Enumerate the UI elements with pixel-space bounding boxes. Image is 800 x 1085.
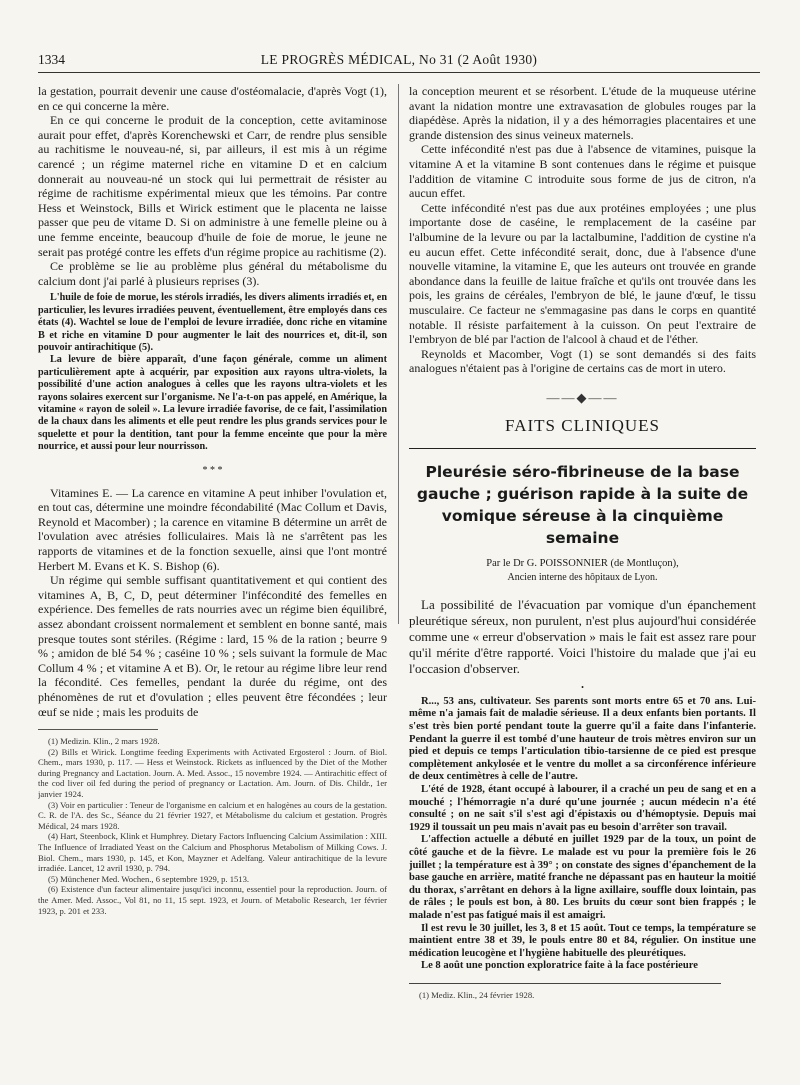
article-title: Pleurésie séro-fibrineuse de la base gauche ; guérison rapide à la suite de vomique séreuse à la cinquième semaine [416,462,749,547]
page-header [38,50,760,73]
article-lead: La possibilité de l'évacuation par vomique d'un épanchement pleurétique séreux, non purulent, n'est plus aujourd'hui considérée comme une « erreur d'observation » mais le fait est assez rare pour qu'il mérite d'être rapporté. Voici l'histoire du malade que j'ai eu l'occasion d'observer. [409,596,756,676]
footnote: (1) Medizin. Klin., 2 mars 1928. [48,736,160,747]
article-byline: Par le Dr G. POISSONNIER (de Montluçon), [486,557,679,569]
case-paragraph: R..., 53 ans, cultivateur. Ses parents sont morts entre 65 et 70 ans. Lui-même n'a jamais fait de maladie sérieuse. Il a deux enfants bien portants. Il s'est très bien porté pendant toute la guerre qu'il a faite dans l'infanterie. Pendant la guerre il est tombé d'une hauteur de trois mètres environ sur un pied et depuis ce temps l'articulation tibio-tarsienne de ce pied est presque complètement ankylosée et le ventre du mollet a sa circonférence inférieure de deux centimètres à celle de l'autre. [409,695,756,783]
column-divider [398,84,399,624]
rubric-rule [409,448,756,449]
footnote-rule [409,983,721,984]
footnote: (6) Existence d'un facteur alimentaire jusqu'ici inconnu, essentiel pour la reproduction. Journ. of the Amer. Med. Assoc., Vol 81, no 11, 15 sept. 1923, et Journ. of Metabolic Research, 1er février 1923, p. 201 et 233. [38,884,387,916]
paragraph: la gestation, pourrait devenir une cause d'ostéomalacie, d'après Vogt (1), en ce qui concerne la mère. [38,84,387,113]
paragraph: la conception meurent et se résorbent. L'étude de la muqueuse utérine avant la nidation montre une extravasation de globules rouges par la diapédèse. Après la nidation, il y a des hémorragies placentaires et une grande distension des sinus veineux maternels. [409,84,756,142]
footnote: (2) Bills et Wirick. Longtime feeding Experiments with Activated Ergosterol : Journ. of Biol. Chem., mars 1930, p. 117. — Hess et Weinstock. Rickets as influenced by the Diet of the Mother during Pregnancy and Lactation. Journ. A. Med. Assoc., 15 novembre 1924. — Antirachitic effect of the cod liver oil fed during the period of pregnancy or Lactation. Am. Journ. of Dis. Childr., 1er janvier 1924. [38,746,387,800]
bullet-separator: • [581,682,584,692]
case-paragraph: L'affection actuelle a débuté en juillet 1929 par de la toux, un point de côté gauche et de la fièvre. Le malade est vu pour la première fois le 26 juillet ; la température est à 39° ; on constate des signes d'épanchement de la base gauche en arrière, matité franche ne dépassant pas en hauteur la moitié du thorax, s'arrêtant en dehors à la ligne axillaire, souffle doux lointain, pas de râles ; le pouls est bon, à 80. Les bruits du cœur sont bien frappés ; le malade n'est pas fatigué mais il est amaigri. [409,834,756,921]
paragraph: Cette infécondité n'est pas due aux protéines employées ; une plus importante dose de caséine, le remplacement de la caséine par l'albumine de la levure ou par la lactalbumine, l'addition de cystine n'a eu aucun effet. Cette infécondité serait, donc, due à l'absence d'une nouvelle vitamine, la vitamine E, que les auteurs ont trouvée en grande abondance dans la feuille de laitue fraîche et qu'ils ont trouvée dans les pois, les grains de céréales, l'embryon de blé, le jaune d'œuf, le tissu musculaire. Ce facteur ne s'emmagasine pas dans le corps en quantité notable. Il résiste parfaitement à la cuisson. On peut l'extraire de l'embryon de blé par l'action de l'alcool à chaud et de l'éther. [409,200,756,347]
small-paragraph: La levure de bière apparaît, d'une façon générale, comme un aliment particulièrement apte à acquérir, par exposition aux rayons ultra-violets, la possibilité d'une action analogues à celles que les rayons ultra-violets et les rayons solaires exercent sur l'organisme. Ne l'a-t-on pas appelé, en Amérique, la vitamine « rayon de soleil ». La levure irradiée favorise, de ce fait, l'assimilation de la chaux dans les aliments et elle peut rendre les plus grands services pour le squelette et pour la dentition, tant pour la femme enceinte que pour la mère nourrice, et aussi pour leur nourrisson. [38,354,387,453]
footnote: (5) Münchener Med. Wochen., 6 septembre 1929, p. 1513. [48,873,250,884]
footnote: (1) Mediz. Klin., 24 février 1928. [419,989,535,1000]
case-paragraph: L'été de 1928, étant occupé à labourer, il a craché un peu de sang et en a mouché ; l'hémorragie n'a duré qu'une journée ; aucun médecin n'a été consulté ; on ne sait s'il s'est agi d'épistaxis ou d'hémoptysie. Depuis mai 1929 il toussait un peu mais n'avait pas eu besoin d'arrêter son travail. [409,784,756,833]
author-affiliation: Ancien interne des hôpitaux de Lyon. [507,571,658,583]
footnote-rule [38,729,158,730]
small-paragraph: L'huile de foie de morue, les stérols irradiés, les divers aliments irradiés et, en particulier, les levures irradiées peuvent, éventuellement, être employés dans ces états (4). Wachtel se loue de l'emploi de levure irradiée, donc riche en vitamine B et riche en vitamine D pour augmenter le lait des nourrices et, dit-il, son pouvoir antirachitique (5). [38,292,387,353]
case-paragraph: Il est revu le 30 juillet, les 3, 8 et 15 août. Tout ce temps, la température se maintient entre 38 et 39, le pouls entre 80 et 84, régulier. On institue une médication leucogène et l'hygiène habituelle des pleurétiques. [409,922,756,959]
footnote: (4) Hart, Steenbock, Klink et Humphrey. Dietary Factors Influencing Calcium Assimilation : XIII. The Influence of Irradiated Yeast on the Calcium and Phosphorus Metabolism of Milking Cows. J. Biol. Chem., mars 1930, p. 145, et Kon, Mayzner et Adelfang. Valeur antirachitique de la levure irradiée. Lancet, 12 avril 1930, p. 794. [38,831,387,874]
paragraph: Reynolds et Macomber, Vogt (1) se sont demandés si des faits analogues n'étaient pas à l'origine de certains cas de mort in utero. [409,346,756,376]
paragraph: Ce problème se lie au problème plus général du métabolisme du calcium dont j'ai parlé à plusieurs reprises (3). [38,259,387,288]
paragraph: Vitamines E. — La carence en vitamine A peut inhiber l'ovulation et, en tout cas, détermine une moindre fécondabilité (Mac Collum et Davis, Reynold et Macomber) ; la carence en vitamine B détermine un arrêt de l'ovulation avec atrésies folliculaires. Mais là ne s'arrêtent pas les rapports de vitamines et de la fonction sexuelle, ainsi que l'ont montré Herbert M. Evans et K. S. Bishop (6). [38,485,387,573]
paragraph: En ce qui concerne le produit de la conception, cette avitaminose aurait pour effet, d'après Korenchewski et Carr, de rendre plus sensible au rachitisme le nouveau-né, si, par ailleurs, il est mis à un régime carencé ; un régime maternel riche en vitamine D et en calcium donnerait au nouveau-né un stock qui lui permettrait de résister au régime de rachitisme expérimental mieux que les témoins. Par contre Hess et Weinstock, Bills et Wirick estiment que le placenta ne laisse passer que peu de vitame D. Si on administre à une femelle pleine ou à une femme enceinte, beaucoup d'huile de foie de morue, le jeune ne serait pas protégé contre les effets d'un régime propice au rachitisme (2). [38,113,387,259]
left-column [38,84,387,1069]
ornament-divider: ——◆—— [546,389,619,405]
running-title: LE PROGRÈS MÉDICAL, No 31 (2 Août 1930) [260,52,538,67]
footnotes [38,736,387,916]
section-separator: * * * [202,464,223,476]
page-number: 1334 [38,52,65,67]
case-paragraph: Le 8 août une ponction exploratrice faite à la face postérieure [421,960,698,972]
paragraph: Cette infécondité n'est pas due à l'absence de vitamines, puisque la vitamine A et la vitamine B sont contenues dans le régime et puisque l'addition de vitamine C introduite sous forme de jus de citron, n'a aucun effet. [409,142,756,201]
footnote: (3) Voir en particulier : Teneur de l'organisme en calcium et en halogènes au cours de la gestation. C. R. de l'A. des Sc., Séance du 21 février 1927, et Métabolisme du calcium et gestation. Progrès Médical, 24 mars 1928. [38,799,387,831]
section-rubric: FAITS CLINIQUES [505,415,660,435]
right-column [409,84,756,1069]
paragraph: Un régime qui semble suffisant quantitativement et qui contient des vitamines A, B, C, D, peut déterminer l'infécondité des femelles en expérience. Des femelles de rats nourries avec un régime bien équilibré, assez abondant croissent normalement et semblent en bonne santé, mais presque toutes sont stériles. (Régime : lard, 15 % de la ration ; beurre 9 % ; amidon de blé 54 % ; caséine 10 % ; sels suivant la formule de Mac Collum 4 % ; et vitamine A et B). Or, le retour au régime libre leur rend la fécondité. Ces femelles, pendant la durée du régime, ont des phénomènes de rut et d'ovulation ; elles peuvent être fécondées ; leur œuf se nide ; mais les produits de [38,573,387,719]
